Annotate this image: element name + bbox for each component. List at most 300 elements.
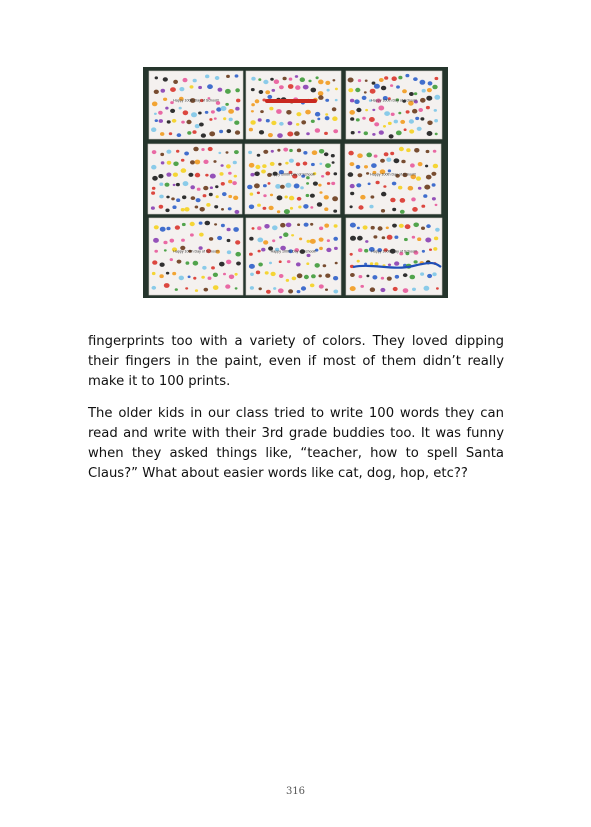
fingerprint-dot xyxy=(303,85,309,90)
fingerprint-dot xyxy=(350,162,355,166)
fingerprint-dot xyxy=(221,106,227,111)
fingerprint-dot xyxy=(184,152,189,156)
fingerprint-dot xyxy=(371,195,375,198)
fingerprint-dot xyxy=(310,223,313,226)
fingerprint-dot xyxy=(380,288,385,292)
fingerprint-dot xyxy=(207,84,213,89)
fingerprint-dot xyxy=(303,204,308,209)
fingerprint-dot xyxy=(297,223,300,226)
fingerprint-dot xyxy=(311,88,317,93)
fingerprint-dot xyxy=(307,240,311,243)
fingerprint-dot xyxy=(161,161,165,164)
fingerprint-dot xyxy=(435,77,439,80)
fingerprint-dot xyxy=(332,116,337,121)
fingerprint-dot xyxy=(412,207,418,212)
fingerprint-dot xyxy=(310,194,315,198)
fingerprint-dot xyxy=(201,148,204,151)
fingerprint-dot xyxy=(227,239,231,242)
fingerprint-dot xyxy=(235,287,238,289)
fingerprint-dot xyxy=(277,149,280,152)
fingerprint-dot xyxy=(193,79,197,83)
fingerprint-dot xyxy=(269,262,272,265)
fingerprint-dot xyxy=(421,205,425,208)
fingerprint-dot xyxy=(388,264,391,267)
fingerprint-dot xyxy=(403,273,408,277)
fingerprint-dot xyxy=(249,264,255,269)
fingerprint-dot xyxy=(277,195,283,200)
fingerprint-dot xyxy=(199,222,203,225)
fingerprint-dot xyxy=(394,261,399,265)
fingerprint-dot xyxy=(187,131,191,135)
fingerprint-dot xyxy=(323,264,327,267)
fingerprint-dot xyxy=(366,275,369,278)
fingerprint-dot xyxy=(316,76,319,79)
fingerprint-dot xyxy=(379,130,384,134)
fingerprint-dot xyxy=(364,131,368,135)
fingerprint-dot xyxy=(319,284,324,288)
fingerprint-dot xyxy=(270,78,274,81)
fingerprint-dot xyxy=(420,117,424,120)
fingerprint-dot xyxy=(276,109,282,114)
fingerprint-dot xyxy=(333,129,338,133)
fingerprint-dot xyxy=(176,183,180,186)
fingerprint-dot xyxy=(279,122,284,126)
fingerprint-dot xyxy=(414,148,419,153)
fingerprint-dot xyxy=(163,77,168,81)
fingerprint-dot xyxy=(271,150,274,153)
fingerprint-dot xyxy=(160,263,165,267)
fingerprint-dot xyxy=(284,209,290,214)
fingerprint-dot xyxy=(427,88,432,92)
fingerprint-dot xyxy=(415,117,419,120)
fingerprint-dot xyxy=(154,225,159,229)
fingerprint-dot xyxy=(422,250,425,253)
fingerprint-dot xyxy=(420,272,424,275)
fingerprint-dot xyxy=(360,285,364,288)
fingerprint-dot xyxy=(235,107,239,111)
fingerprint-dot xyxy=(327,89,330,92)
fingerprint-dot xyxy=(409,119,414,123)
fingerprint-dot xyxy=(159,183,163,186)
fingerprint-dot xyxy=(381,86,386,91)
fingerprint-dot xyxy=(424,185,430,190)
fingerprint-dot xyxy=(226,164,231,168)
fingerprint-dot xyxy=(251,103,255,106)
fingerprint-dot xyxy=(433,164,438,169)
fingerprint-dot xyxy=(190,222,195,226)
fingerprint-dot xyxy=(254,172,259,177)
fingerprint-dot xyxy=(312,150,318,155)
fingerprint-dot xyxy=(390,84,393,87)
fingerprint-dot xyxy=(333,290,338,294)
fingerprint-dot xyxy=(203,186,208,190)
fingerprint-dot xyxy=(350,273,355,277)
fingerprint-dot xyxy=(250,273,254,276)
fingerprint-dot xyxy=(234,150,239,154)
fingerprint-dot xyxy=(295,75,298,78)
fingerprint-dot xyxy=(348,172,354,177)
fingerprint-dot xyxy=(410,163,415,167)
fingerprint-dot xyxy=(294,131,300,136)
fingerprint-dot xyxy=(318,95,323,100)
fingerprint-dot xyxy=(426,224,431,228)
fingerprint-dot xyxy=(279,260,282,263)
fingerprint-dot xyxy=(292,277,297,281)
fingerprint-dot xyxy=(151,165,156,170)
fingerprint-dot xyxy=(349,110,355,115)
fingerprint-dot xyxy=(373,235,377,238)
fingerprint-dot xyxy=(263,194,266,197)
fingerprint-dot xyxy=(409,92,414,96)
fingerprint-dot xyxy=(332,107,337,111)
fingerprint-dot xyxy=(378,106,384,111)
fingerprint-dot xyxy=(209,131,215,136)
fingerprint-dot xyxy=(392,182,397,186)
fingerprint-dot xyxy=(166,150,171,154)
fingerprint-dot xyxy=(215,76,220,80)
fingerprint-dot xyxy=(359,275,363,278)
fingerprint-dot xyxy=(434,109,437,112)
poster-caption: Happy 100th Day of School!! xyxy=(173,98,219,103)
fingerprint-dot xyxy=(155,119,158,122)
fingerprint-dot xyxy=(325,81,330,85)
fingerprint-dot xyxy=(360,195,365,200)
fingerprint-dot xyxy=(364,91,367,93)
fingerprint-dot xyxy=(218,88,223,92)
fingerprint-dot xyxy=(358,79,361,82)
fingerprint-dot xyxy=(166,227,170,231)
fingerprint-dot xyxy=(409,129,414,133)
fingerprint-dot xyxy=(228,180,232,184)
fingerprint-dot xyxy=(372,82,376,85)
fingerprint-dot xyxy=(394,236,398,239)
fingerprint-dot xyxy=(213,160,216,163)
fingerprint-dot xyxy=(249,205,254,210)
fingerprint-dot xyxy=(193,277,196,280)
fingerprint-dot xyxy=(422,89,426,93)
paragraph-100-words: The older kids in our class tried to write 100 words they can read and write with their 3rd grade buddies too. It was funny when they asked things like, “teacher, how to spell Santa Claus?” What about easier words like cat, dog, hop, etc?? xyxy=(88,406,504,481)
fingerprint-dot xyxy=(424,286,430,291)
fingerprint-dot xyxy=(257,154,261,157)
fingerprint-dot xyxy=(179,107,182,110)
fingerprint-dot xyxy=(351,131,355,134)
fingerprint-dot xyxy=(289,78,293,81)
fingerprint-dot xyxy=(376,181,380,185)
fingerprint-dot xyxy=(315,112,320,117)
fingerprint-dot xyxy=(258,78,261,81)
fingerprint-dot xyxy=(165,183,170,187)
fingerprint-dot xyxy=(306,176,310,179)
fingerprint-dot xyxy=(357,236,363,241)
fingerprint-dot xyxy=(214,117,217,119)
fingerprint-dot xyxy=(319,247,323,250)
fingerprint-dot xyxy=(356,165,361,169)
fingerprint-dot xyxy=(434,95,440,100)
fingerprint-dot xyxy=(173,184,176,186)
fingerprint-dot xyxy=(413,223,419,228)
fingerprint-dot xyxy=(331,182,335,185)
fingerprint-dot xyxy=(434,119,438,122)
fingerprint-dot xyxy=(193,261,199,266)
fingerprint-dot xyxy=(311,274,316,278)
fingerprint-dot xyxy=(190,85,194,88)
fingerprint-dot xyxy=(433,150,437,153)
fingerprint-dot xyxy=(266,119,270,122)
fingerprint-dot xyxy=(435,133,438,136)
fingerprint-dot xyxy=(435,228,440,232)
fingerprint-dot xyxy=(191,112,197,117)
fingerprint-dot xyxy=(411,197,416,201)
fingerprint-dot xyxy=(261,170,266,174)
fingerprint-dot xyxy=(391,113,395,116)
fingerprint-dot xyxy=(398,76,402,80)
fingerprint-dot xyxy=(160,153,164,156)
fingerprint-dot xyxy=(188,276,191,279)
fingerprint-dot xyxy=(226,75,230,78)
fingerprint-dot xyxy=(300,186,304,189)
fingerprint-dot xyxy=(412,109,417,114)
fingerprint-dot xyxy=(203,194,207,197)
fingerprint-dot xyxy=(311,163,315,166)
fingerprint-dot xyxy=(398,112,401,115)
fingerprint-dot xyxy=(205,174,208,177)
fingerprint-dot xyxy=(308,80,311,83)
fingerprint-dot xyxy=(325,274,330,278)
fingerprint-dot xyxy=(357,260,360,263)
fingerprint-dot xyxy=(417,237,421,241)
fingerprint-dot xyxy=(428,81,433,85)
fingerprint-dot xyxy=(221,164,224,167)
fingerprint-dot xyxy=(219,262,225,267)
fingerprint-dot xyxy=(167,161,172,165)
fingerprint-dot xyxy=(289,149,293,152)
fingerprint-dot xyxy=(286,110,291,115)
fingerprint-dot xyxy=(381,209,385,213)
fingerprint-dot xyxy=(208,277,212,280)
fingerprint-dot xyxy=(159,274,163,278)
fingerprint-dot xyxy=(211,266,215,269)
fingerprint-dot xyxy=(285,196,288,199)
fingerprint-dot xyxy=(214,205,218,208)
fingerprint-dot xyxy=(350,205,353,208)
fingerprint-dot xyxy=(325,289,328,291)
fingerprint-dot xyxy=(203,160,208,164)
fingerprint-dot xyxy=(249,237,253,241)
fingerprint-dot xyxy=(195,160,201,165)
fingerprint-dot xyxy=(170,87,176,92)
fingerprint-dot xyxy=(392,224,397,228)
fingerprint-dot xyxy=(186,261,190,264)
fingerprint-dot xyxy=(255,165,260,169)
fingerprint-dot xyxy=(226,151,229,153)
fingerprint-dot xyxy=(263,80,268,84)
fingerprint-dot xyxy=(350,223,356,228)
fingerprint-dot xyxy=(175,225,180,229)
fingerprint-dot xyxy=(173,173,178,177)
fingerprint-dot xyxy=(214,223,217,225)
fingerprint-dot xyxy=(228,195,232,198)
fingerprint-dot xyxy=(371,163,377,168)
fingerprint-dot xyxy=(333,237,338,241)
poster-caption: Happy 100th Day of School!! xyxy=(371,98,417,103)
fingerprint-dot xyxy=(288,289,293,293)
fingerprint-dot xyxy=(255,99,260,103)
fingerprint-dot xyxy=(313,182,318,186)
fingerprint-dot xyxy=(365,109,368,111)
fingerprint-dot xyxy=(205,111,209,114)
fingerprint-dot xyxy=(390,198,395,203)
fingerprint-dot xyxy=(318,91,324,96)
fingerprint-dot xyxy=(296,112,301,116)
fingerprint-dot xyxy=(216,195,219,198)
fingerprint-dot xyxy=(167,120,171,123)
fingerprint-dot xyxy=(268,182,271,185)
fingerprint-dot xyxy=(181,168,187,173)
fingerprint-dot xyxy=(259,130,264,134)
fingerprint-dot xyxy=(172,205,176,209)
fingerprint-dot xyxy=(160,132,164,136)
fingerprint-dot xyxy=(358,248,362,252)
fingerprint-dot xyxy=(165,107,168,110)
fingerprint-dot xyxy=(356,108,361,112)
fingerprint-dot xyxy=(264,224,269,229)
fingerprint-dot xyxy=(324,195,329,199)
fingerprint-dot xyxy=(210,186,213,189)
fingerprint-dot xyxy=(425,238,431,243)
fingerprint-dot xyxy=(263,240,268,244)
fingerprint-dot xyxy=(179,276,184,281)
fingerprint-dot xyxy=(161,89,166,93)
fingerprint-dot xyxy=(217,236,222,240)
fingerprint-dot xyxy=(334,224,338,227)
fingerprint-dot xyxy=(350,99,354,103)
fingerprint-dot xyxy=(190,185,195,189)
fingerprint-dot xyxy=(301,286,306,290)
fingerprint-dot xyxy=(248,151,252,154)
fingerprint-dot xyxy=(283,148,288,152)
fingerprint-dot xyxy=(356,183,361,187)
fingerprint-dot xyxy=(229,275,234,280)
fingerprint-dot xyxy=(223,273,226,276)
fingerprint-dot xyxy=(420,80,426,85)
fingerprint-dot xyxy=(166,196,169,199)
fingerprint-dot xyxy=(404,238,408,241)
fingerprint-dot xyxy=(154,113,157,115)
fingerprint-dot xyxy=(154,90,159,94)
fingerprint-dot xyxy=(154,250,158,253)
fingerprint-dot xyxy=(278,163,281,166)
fingerprint-dot xyxy=(386,227,389,230)
fingerprint-dot xyxy=(421,227,425,230)
fingerprint-dot xyxy=(358,205,363,209)
fingerprint-dot xyxy=(369,205,373,209)
fingerprint-dot xyxy=(372,109,375,111)
fingerprint-dot xyxy=(170,258,173,261)
fingerprint-dot xyxy=(228,172,232,175)
fingerprint-dot xyxy=(319,274,322,277)
fingerprint-dot xyxy=(357,153,363,158)
fingerprint-dot xyxy=(166,173,171,177)
fingerprint-dot xyxy=(257,204,261,207)
fingerprint-dot xyxy=(288,84,294,89)
fingerprint-dot xyxy=(183,110,189,115)
fingerprint-dot xyxy=(399,224,404,228)
fingerprint-dot xyxy=(378,226,383,230)
fingerprint-dot xyxy=(235,130,240,134)
fingerprint-dot xyxy=(181,121,185,124)
fingerprint-dot xyxy=(164,249,167,251)
fingerprint-dot xyxy=(404,128,407,131)
fingerprint-dot xyxy=(368,183,371,186)
fingerprint-dot xyxy=(221,224,225,227)
fingerprint-dot xyxy=(272,89,276,92)
fingerprint-dot xyxy=(394,120,398,124)
fingerprint-dot xyxy=(406,148,410,152)
fingerprint-dot xyxy=(388,122,392,125)
fingerprint-dot xyxy=(235,240,240,244)
fingerprint-dot xyxy=(324,152,329,156)
fingerprint-dot xyxy=(365,80,368,82)
fingerprint-dot xyxy=(358,173,363,177)
fingerprint-dot xyxy=(400,210,405,214)
fingerprint-dot xyxy=(277,133,283,138)
fingerprint-dot xyxy=(175,288,178,291)
fingerprint-dot xyxy=(283,77,287,81)
fingerprint-dot xyxy=(259,90,264,94)
fingerprint-dot xyxy=(159,119,163,123)
fingerprint-dot xyxy=(151,206,155,209)
fingerprint-dot xyxy=(195,173,200,178)
fingerprint-dot xyxy=(412,288,416,291)
fingerprint-dot xyxy=(260,110,264,113)
fingerprint-dot xyxy=(296,262,301,266)
fingerprint-dot xyxy=(403,288,409,293)
fingerprint-dot xyxy=(278,288,284,293)
fingerprint-dot xyxy=(298,206,301,209)
fingerprint-dot xyxy=(195,124,200,128)
fingerprint-dot xyxy=(301,120,306,124)
fingerprint-dot xyxy=(414,92,417,95)
fingerprint-dot xyxy=(265,271,269,274)
fingerprint-dot xyxy=(190,233,194,236)
fingerprint-dot xyxy=(200,207,205,212)
fingerprint-dot xyxy=(222,192,227,196)
fingerprint-dot xyxy=(396,131,402,136)
fingerprint-dot xyxy=(165,209,169,213)
fingerprint-dot xyxy=(384,111,390,116)
fingerprint-dot xyxy=(432,85,437,90)
fingerprint-dot xyxy=(254,183,260,188)
fingerprint-dot xyxy=(399,147,404,151)
fingerprint-dot xyxy=(223,117,226,120)
fingerprint-dot xyxy=(152,150,157,154)
fingerprint-dot xyxy=(279,274,284,278)
fingerprint-dot xyxy=(405,74,409,77)
fingerprint-dot xyxy=(382,236,386,239)
fingerprint-dot xyxy=(258,118,262,121)
fingerprint-dot xyxy=(179,87,184,91)
fingerprint-dot xyxy=(317,118,320,121)
fingerprint-dot xyxy=(426,175,432,180)
fingerprint-dot xyxy=(327,182,330,185)
fingerprint-dot xyxy=(151,191,155,194)
fingerprint-dot xyxy=(366,153,372,158)
fingerprint-dot xyxy=(198,112,202,115)
fingerprint-dot xyxy=(285,162,288,165)
fingerprint-dot xyxy=(163,98,167,101)
fingerprint-dot xyxy=(392,208,396,211)
fingerprint-dot xyxy=(280,185,285,189)
